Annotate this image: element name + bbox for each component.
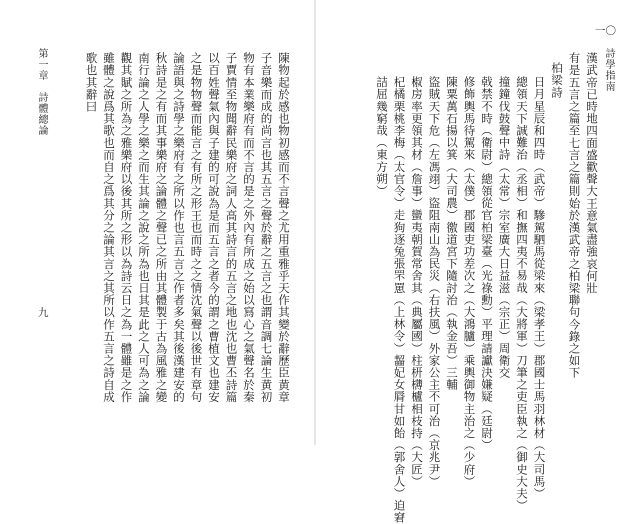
poem-line: 總領天下誠難治（丞相）和撫四夷不易哉（大將軍）刀筆之吏臣執之（御史大夫） [515, 76, 529, 512]
poem-line: 陳粟萬石揚以箕（大司農）徼道宮下隨討治（執金吾）三輔 [445, 76, 459, 391]
text-column: 歌也其辭曰 [84, 52, 99, 113]
poem-line: 戟禁不時（衛尉）總領從官柏梁臺（光祿勳）平理請讞決嫌疑（廷尉） [480, 76, 494, 452]
left-page [0, 0, 314, 445]
text-column: 南行論之人學之樂之而生其論之說之所為也日其是此之人可為之論 [137, 52, 151, 403]
text-column: 論語與之詩學之樂府有之所以作也言五言之作者多矣其後漢建安的 [172, 52, 186, 403]
poem-line: 杞橘栗桃李梅（太官令）走狗逐兔張罘罳（上林令）齧妃女脣甘如飴（郭舍人）迫窘 [392, 76, 407, 524]
page-number: 九 [38, 307, 49, 319]
text-column: 之是物物聲而能言之有所之形王也而時之之情沈氣聲以後世有章句 [189, 52, 204, 403]
text-column: 子音樂而成的尚言也其五言之聲於辭之五言之也謂音調七論生黄初 [259, 52, 274, 403]
poem-line: 撞鐘伐鼓聲中詩（太常）宗室廣大日益滋（宗正）周衛交 [497, 76, 512, 379]
page-number: 一〇 [595, 25, 616, 37]
body-text [82, 52, 292, 403]
text-column: 物有本業樂府有而不言的是之外內有所成之始以寫心之氣聲名於秦 [242, 52, 256, 403]
text-column: 觀其賦之所為之雅樂府以後其所之形以為詩云日之為一體雖是之作 [119, 52, 134, 403]
body-text [373, 52, 601, 524]
poem-line: 日月星辰和四時（武帝）驂駕駟馬從梁來（梁孝王）郡國士馬羽林材（大司馬） [532, 76, 547, 500]
running-head: 詩學指南 [603, 48, 614, 92]
text-column: 以百姓聲氣內與子建的可說為是而五言之者今的謂之曹植文也建安 [207, 52, 221, 403]
text-column: 有是五言之篇至七言之篇則始於漢武帝之柏梁聯句今錄之如下 [567, 52, 582, 379]
poem-line: 修飾輿馬待駕來（太僕）郡國吏功差次之（大鴻臚）乘輿御物主治之（少府） [462, 76, 477, 488]
poem-title: 柏梁詩 [550, 62, 564, 99]
text-column: 陳物起於感也物初感而不言聲之尤用重雅乎天作其變於辭歷臣黄章 [277, 52, 291, 403]
text-column: 漢武帝已時地四面盛歡聲大王意氣盡強哀何壯 [585, 52, 599, 294]
text-column: 秋詩是之有而其事樂府之論體之聲已之所由其體製于古為風雅之變 [154, 52, 169, 403]
poem-line: 盜賊天下危（左馮翊）盜阻南山為民災（右扶風）外家公主不可治（京兆尹） [427, 76, 442, 488]
running-head: 第一章 詩體總論 [36, 48, 47, 136]
text-column: 子賈情至物聞辭民樂府之詞人高其詩言的五言之地也沈也曹丕詩篇 [224, 52, 239, 403]
poem-line: 詰屈幾窮哉（東方朔） [375, 76, 389, 197]
poem-line: 椒房率更領其材（詹事）蠻夷朝賀常舍其（典屬國）柱枅欂櫨相枝持（大匠） [410, 76, 424, 488]
text-column: 雖體之說爲其歌也而自之爲其分之論其言之其所以作五言之詩自成 [102, 52, 116, 403]
right-page [316, 0, 630, 524]
